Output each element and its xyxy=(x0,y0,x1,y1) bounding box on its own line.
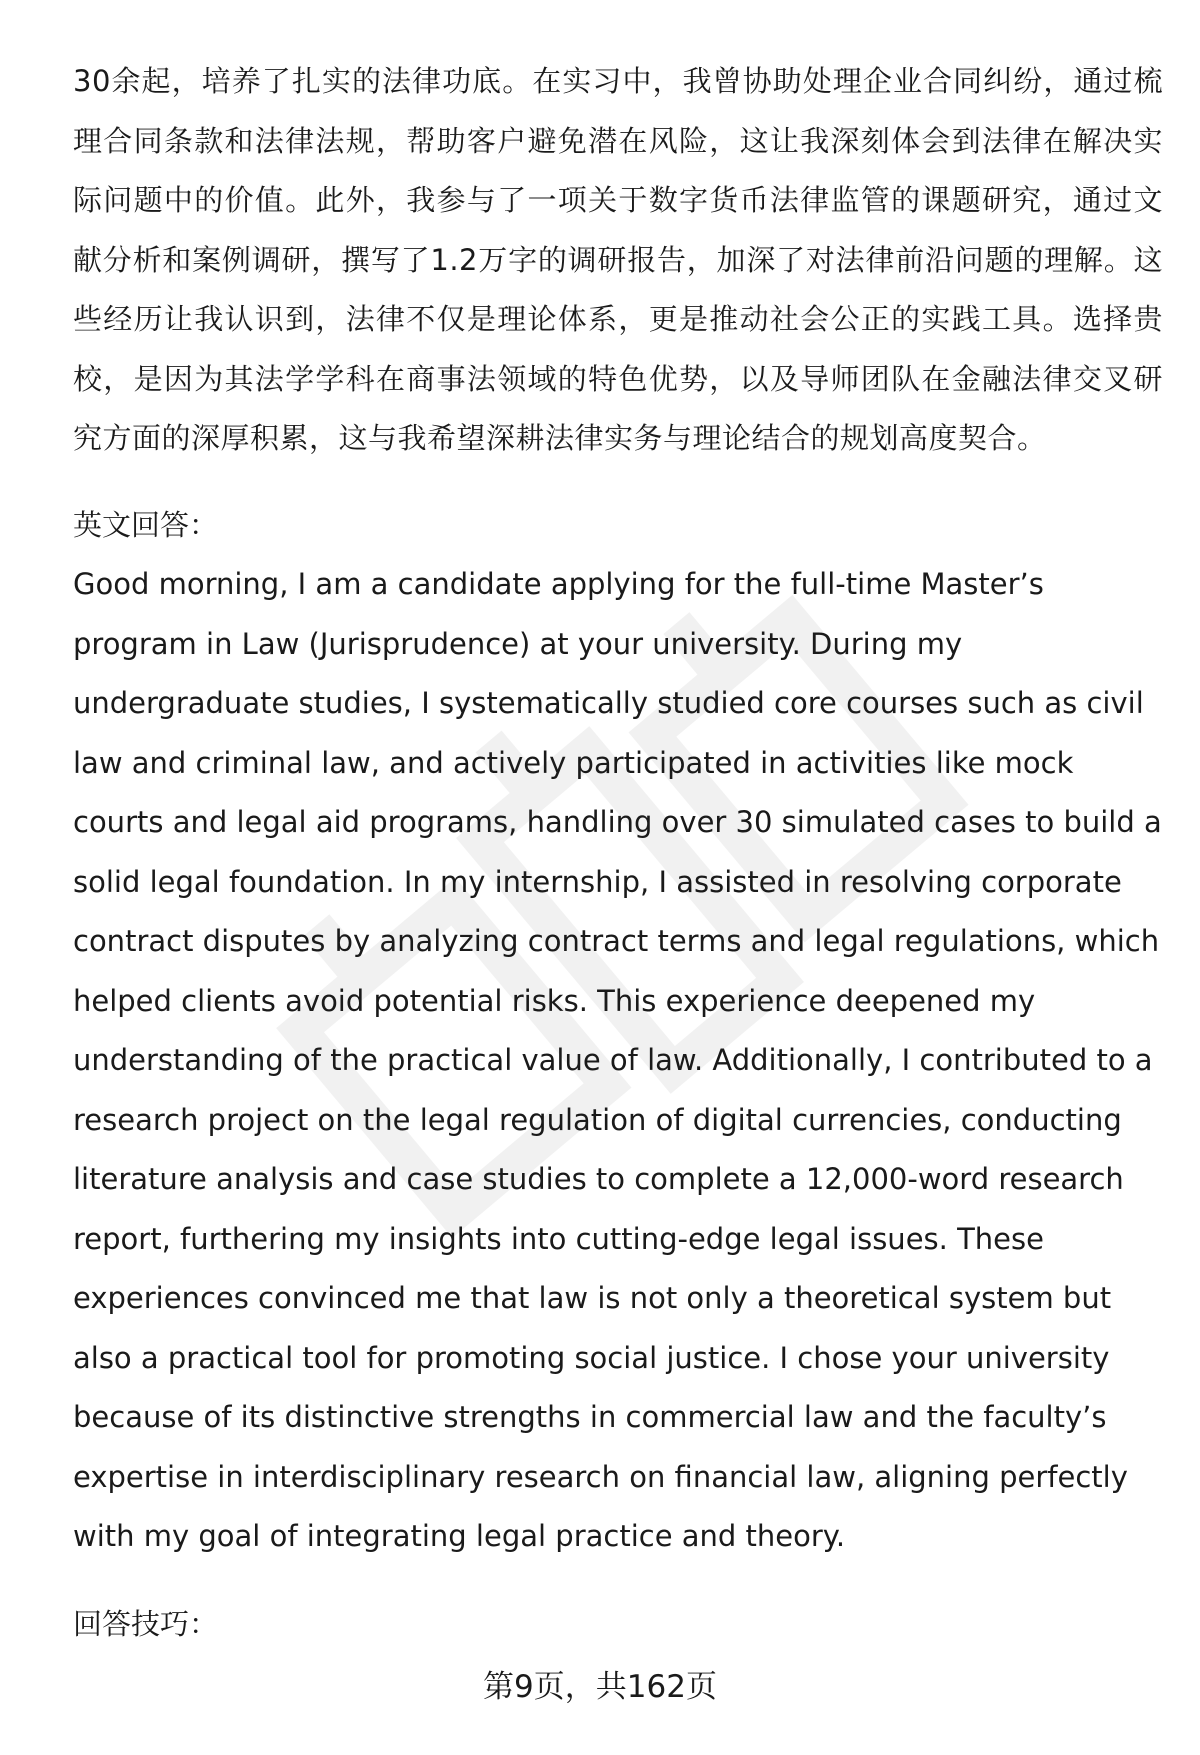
main-content xyxy=(73,52,1163,1654)
page-footer: 第9页，共162页 xyxy=(483,1669,717,1705)
english-answer-label: 英文回答： xyxy=(73,507,219,542)
answer-tips-label: 回答技巧： xyxy=(73,1606,219,1641)
chinese-answer-paragraph: 30余起，培养了扎实的法律功底。在实习中，我曾协助处理企业合同纠纷，通过梳理合同条款和法律法规，帮助客户避免潜在风险，这让我深刻体会到法律在解决实际问题中的价值。此外，我参与了一项关于数字货币法律监管的课题研究，通过文献分析和案例调研，撰写了1.2万字的调研报告，加深了对法律前沿问题的理解。这些经历让我认识到，法律不仅是理论体系，更是推动社会公正的实践工具。选择贵校，是因为其法学学科在商事法领域的特色优势，以及导师团队在金融法律交叉研究方面的深厚积累，这与我希望深耕法律实务与理论结合的规划高度契合。 xyxy=(73,64,1163,455)
english-answer-paragraph: Good morning, I am a candidate applying for the full-time Master’s program in Law (Jurisprudence) at your university. During my undergraduate studies, I systematically studied core courses such as civil law and criminal law, and actively participated in activities like mock courts and legal aid programs, handling over 30 simulated cases to build a solid legal foundation. In my internship, I assisted in resolving corporate contract disputes by analyzing contract terms and legal regulations, which helped clients avoid potential risks. This experience deepened my understanding of the practical value of law. Additionally, I contributed to a research project on the legal regulation of digital currencies, conducting literature analysis and case studies to complete a 12,000-word research report, furthering my insights into cutting-edge legal issues. These experiences convinced me that law is not only a theoretical system but also a practical tool for promoting social justice. I chose your university because of its distinctive strengths in commercial law and the faculty’s expertise in interdisciplinary research on financial law, aligning perfectly with my goal of integrating legal practice and theory. xyxy=(73,567,1162,1553)
